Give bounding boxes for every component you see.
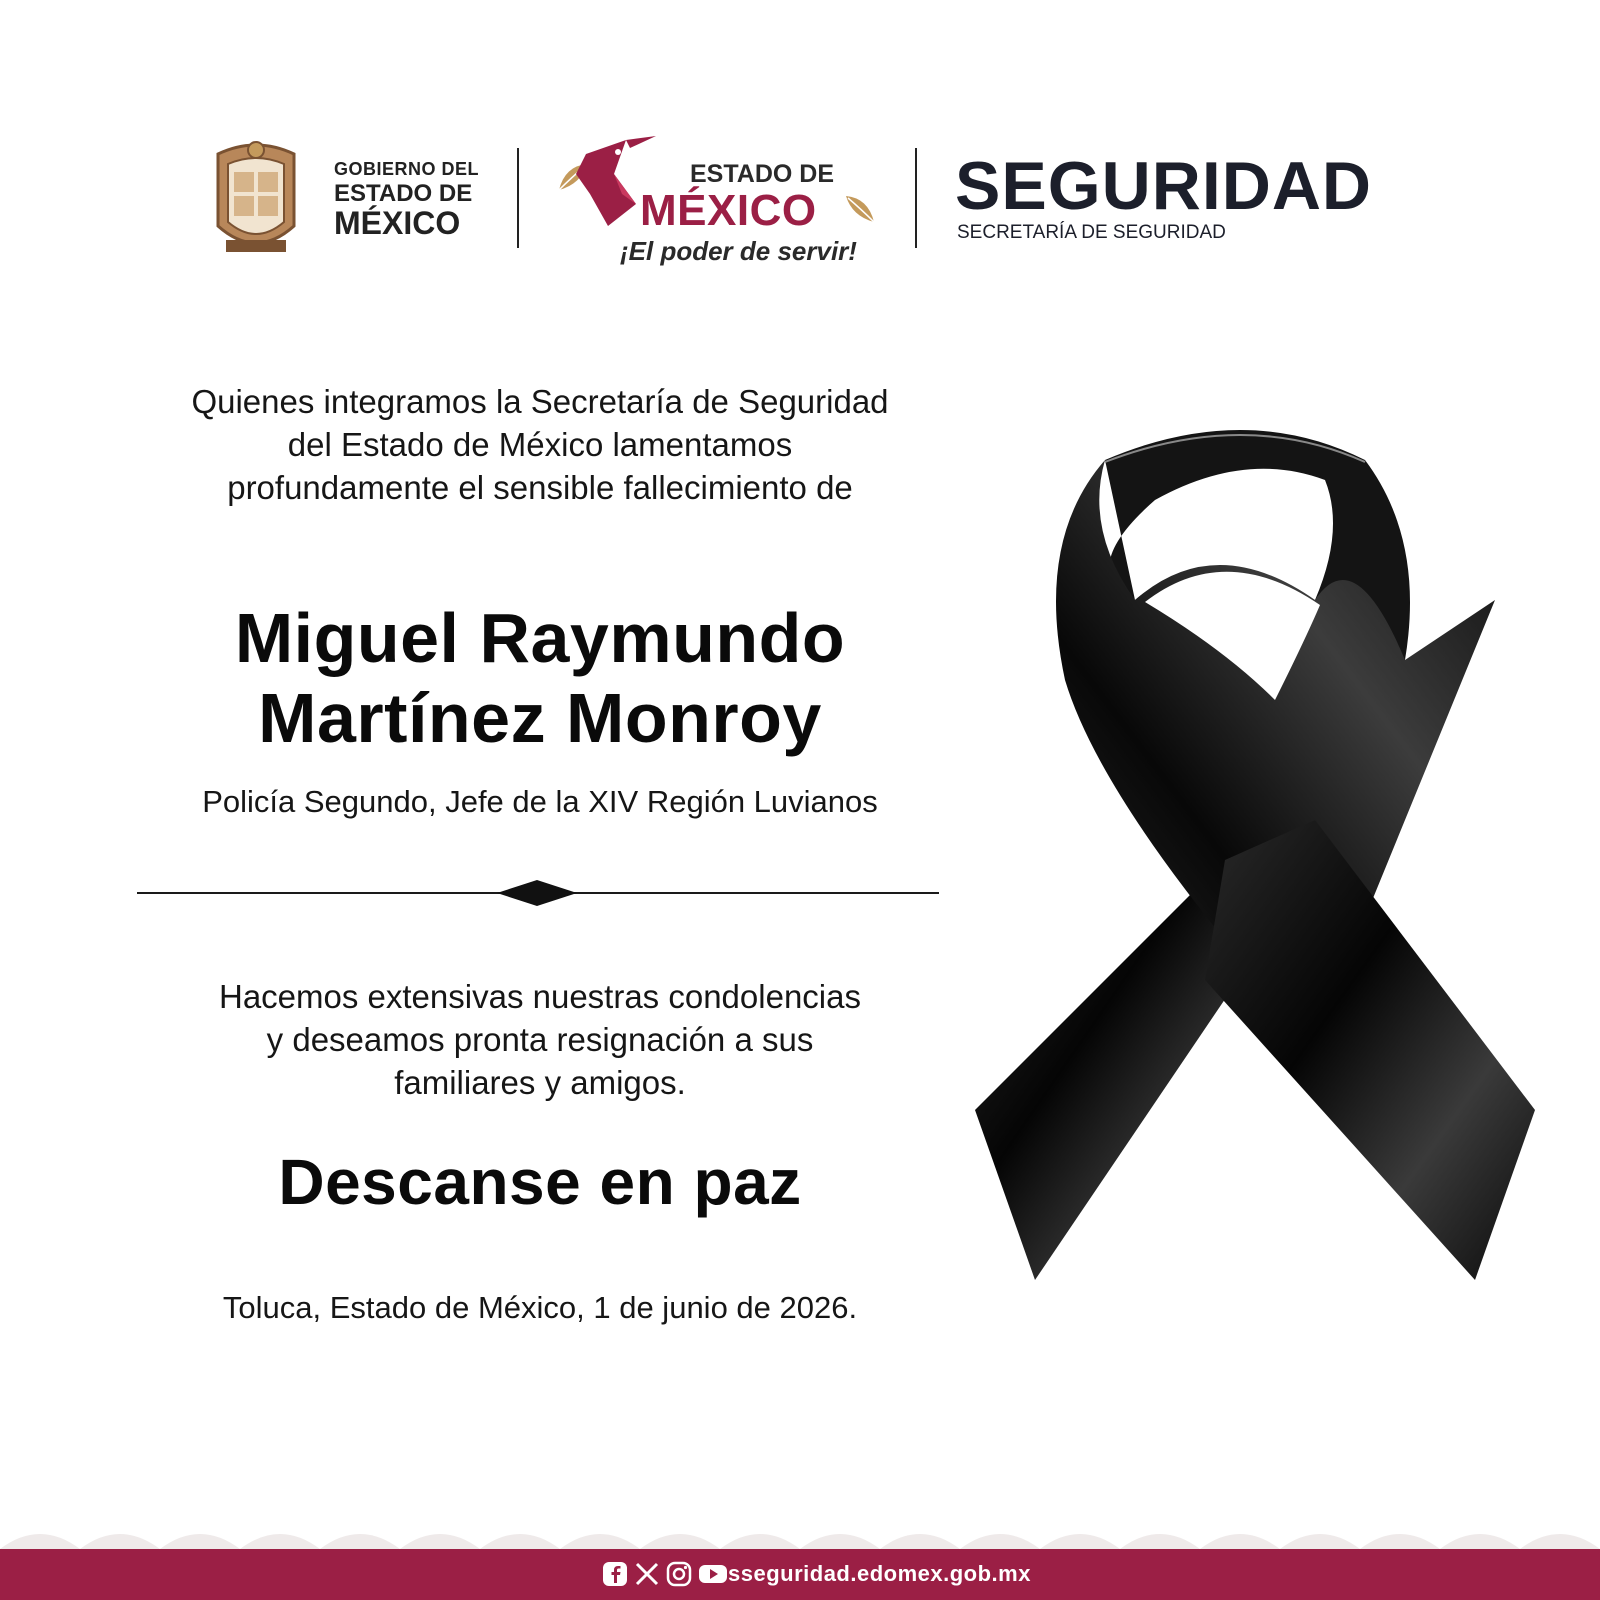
diamond-ornament-icon — [497, 880, 577, 906]
social-icons — [602, 1561, 726, 1589]
intro-line: del Estado de México lamentamos — [287, 426, 793, 463]
website-link[interactable]: sseguridad.edomex.gob.mx — [728, 1561, 1031, 1586]
deceased-name — [110, 598, 970, 758]
estado-slogan: ¡El poder de servir! — [620, 236, 857, 266]
intro-line: profundamente el sensible fallecimiento de — [227, 469, 853, 506]
header-logos — [0, 120, 1600, 280]
estado-line1: ESTADO DE — [690, 160, 834, 188]
gobierno-line2: ESTADO DE — [334, 179, 473, 207]
gobierno-line3: MÉXICO — [334, 205, 461, 242]
decorative-pattern — [0, 1515, 1600, 1549]
condolence-text — [110, 975, 970, 1104]
gobierno-line1: GOBIERNO DEL — [334, 159, 480, 179]
mourning-ribbon-icon — [975, 420, 1535, 1320]
condolence-line: Hacemos extensivas nuestras condolencias — [218, 978, 861, 1015]
footer-bar — [0, 1549, 1600, 1600]
name-line: Martínez Monroy — [258, 679, 822, 757]
youtube-icon[interactable] — [698, 1561, 726, 1587]
condolence-line: familiares y amigos. — [394, 1064, 686, 1101]
intro-line: Quienes integramos la Secretaría de Seguridad — [191, 383, 889, 420]
header-divider — [517, 148, 519, 248]
condolence-line: y deseamos pronta resignación a sus — [266, 1021, 814, 1058]
rest-in-peace-heading: Descanse en paz — [278, 1146, 802, 1218]
header-divider — [915, 148, 917, 248]
coat-of-arms-icon — [208, 136, 304, 260]
instagram-icon[interactable] — [666, 1561, 694, 1587]
leaf-icon — [842, 192, 878, 228]
seguridad-title: SEGURIDAD — [955, 148, 1373, 224]
x-icon[interactable] — [634, 1561, 662, 1587]
name-line: Miguel Raymundo — [234, 599, 846, 677]
deceased-role: Policía Segundo, Jefe de la XIV Región Luvianos — [202, 784, 878, 819]
facebook-icon[interactable] — [602, 1561, 630, 1587]
intro-text — [110, 380, 970, 509]
gobierno-wordmark — [334, 160, 479, 241]
place-and-date: Toluca, Estado de México, 1 de junio de 2026. — [222, 1290, 858, 1325]
seguridad-subtitle: SECRETARÍA DE SEGURIDAD — [957, 222, 1226, 243]
estado-line2: MÉXICO — [640, 186, 817, 235]
